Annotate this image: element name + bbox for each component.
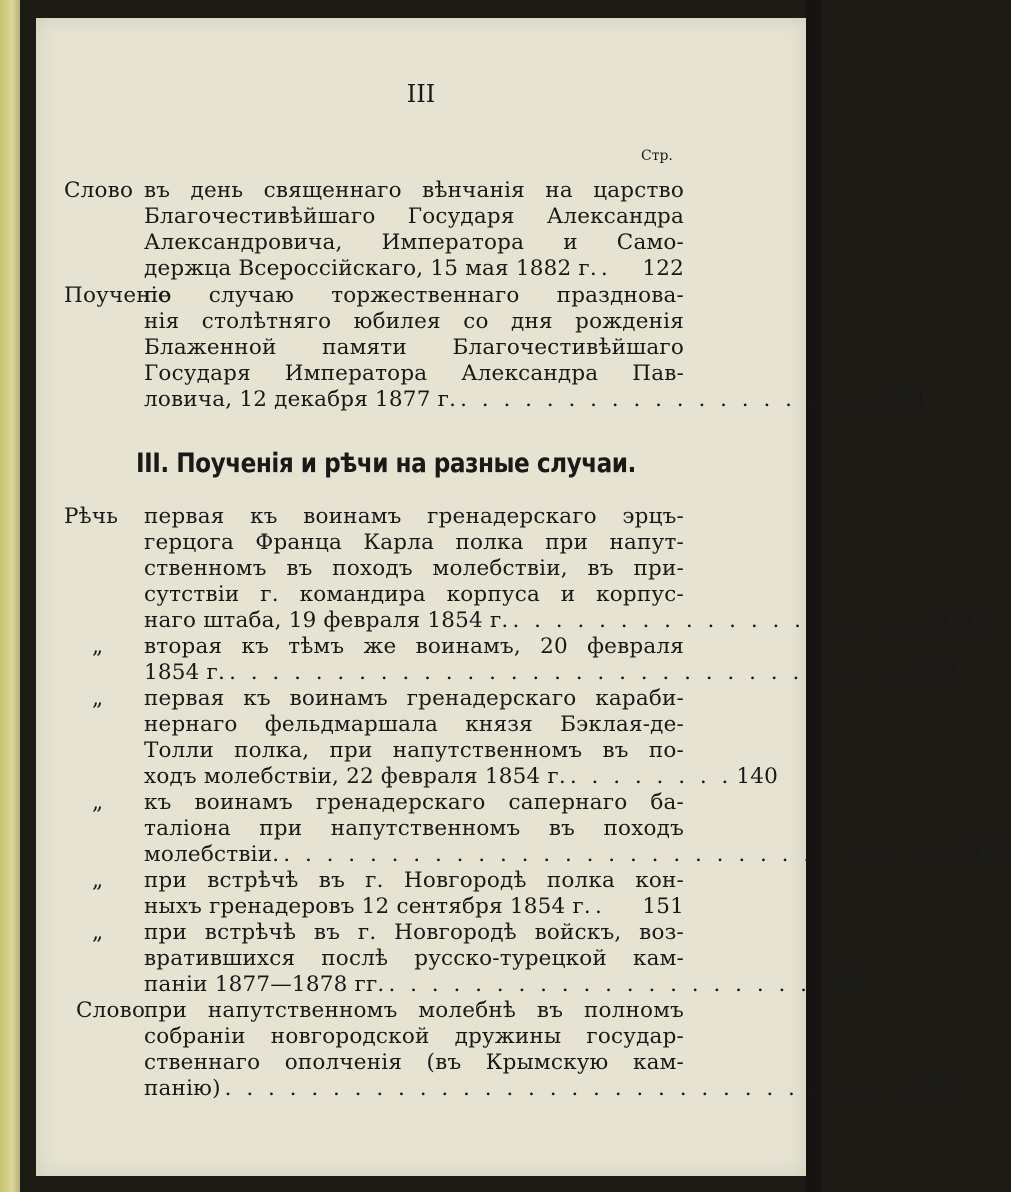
entry-line: ственномъ въ походъ молебствіи, въ при- <box>144 556 684 581</box>
entry-line: при напутственномъ молебнѣ въ полномъ <box>144 998 684 1023</box>
entry-last-line <box>144 1076 953 1102</box>
entry-line: Государя Императора Александра Пав- <box>144 361 684 386</box>
entry-page-number: 131 <box>886 387 929 412</box>
entry-last-line <box>144 608 981 634</box>
entry-line: наго штаба, 19 февраля 1854 г. <box>144 608 509 633</box>
entry-line: сутствіи г. командира корпуса и корпус- <box>144 582 684 607</box>
entry-line: первая къ воинамъ гренадерскаго караби- <box>144 686 684 711</box>
leader-dots: . . . . . . . . . . . . . . . . . . . . . . . . . . . . . . . . <box>229 660 912 685</box>
leader-dots: . . . . . . . . . . . . . . . . . . . . . . . . . . . . . . . . <box>224 1076 908 1101</box>
entry-line: нія столѣтняго юбилея со дня рожденія <box>144 309 684 334</box>
entry-line: 1854 г. <box>144 660 226 685</box>
entry-line: Блаженной памяти Благочестивѣйшаго <box>144 335 684 360</box>
page-number: III <box>406 80 436 108</box>
entry-page-number: 136 <box>939 608 981 633</box>
leader-dots: . . . . . . . . . . . . . . . . . . . . <box>512 608 936 633</box>
entry-last-line <box>144 660 958 686</box>
entry-line: первая къ воинамъ гренадерскаго эрцъ- <box>144 504 684 529</box>
leader-dots: . . . . . . . . . . . . . . . . . . . . <box>460 387 883 412</box>
entry-last-line <box>144 842 1011 868</box>
entry-page-number: 151 <box>642 894 684 919</box>
ditto-mark: „ <box>92 868 104 893</box>
page-column-label: Стр. <box>641 148 673 164</box>
entry-line: вторая къ тѣмъ же воинамъ, 20 февраля <box>144 634 684 659</box>
leader-dots: . <box>594 894 606 919</box>
entry-keyword: Слово <box>76 998 146 1023</box>
section-heading: III. Поученія и рѣчи на разные случаи. <box>136 448 636 479</box>
entry-line: ловича, 12 декабря 1877 г. <box>144 387 457 412</box>
entry-page-number: 145 <box>969 842 1011 867</box>
leader-dots: . <box>600 256 612 281</box>
entry-line: держца Всероссійскаго, 15 мая 1882 г. <box>144 256 597 281</box>
entry-line: Толли полка, при напутственномъ въ по- <box>144 738 684 763</box>
entry-page-number: 138 <box>915 660 958 685</box>
entry-keyword: Поученіе <box>64 283 171 308</box>
entry-page-number: 122 <box>642 256 684 281</box>
entry-line: таліона при напутственномъ въ походъ <box>144 816 684 841</box>
entry-page-number: 156 <box>911 1076 953 1101</box>
entry-line: ходъ молебствіи, 22 февраля 1854 г. <box>144 764 566 789</box>
entry-line: молебствіи. <box>144 842 280 867</box>
entry-line: при встрѣчѣ въ г. Новгородѣ войскъ, воз- <box>144 920 684 945</box>
entry-line: герцога Франца Карла полка при напут- <box>144 530 684 555</box>
entry-page-number: 154 <box>815 972 857 997</box>
leader-dots: . . . . . . . . . . . . . . . . . . . . <box>388 972 811 997</box>
entry-line: Благочестивѣйшаго Государя Александра <box>144 204 684 229</box>
entry-last-line <box>144 764 779 790</box>
book-spine <box>0 0 20 1192</box>
entry-last-line <box>144 256 684 282</box>
page-edge <box>806 0 821 1192</box>
entry-last-line <box>144 387 929 413</box>
entry-keyword: Слово <box>64 178 134 203</box>
entry-last-line <box>144 894 684 920</box>
book-page <box>36 18 1011 1176</box>
entry-line: при встрѣчѣ въ г. Новгородѣ полка кон- <box>144 868 684 893</box>
entry-line: къ воинамъ гренадерскаго сапернаго ба- <box>144 790 684 815</box>
entry-line: въ день священнаго вѣнчанія на царство <box>144 178 684 203</box>
entry-line: паніи 1877—1878 гг. <box>144 972 385 997</box>
entry-line: ственнаго ополченія (въ Крымскую кам- <box>144 1050 684 1075</box>
entry-keyword: Рѣчь <box>64 504 119 529</box>
leader-dots: . . . . . . . . . . . . . . . . . . . . . . . . . . . . . . . . <box>283 842 966 867</box>
ditto-mark: „ <box>92 686 104 711</box>
ditto-mark: „ <box>92 634 104 659</box>
ditto-mark: „ <box>92 920 104 945</box>
entry-page-number: 140 <box>736 764 779 789</box>
entry-line: нернаго фельдмаршала князя Бэклая-де- <box>144 712 684 737</box>
entry-line: панію) <box>144 1076 221 1101</box>
entry-line: вратившихся послѣ русско-турецкой кам- <box>144 946 684 971</box>
entry-line: ныхъ гренадеровъ 12 сентября 1854 г. <box>144 894 591 919</box>
leader-dots: . . . . . . . . <box>569 764 733 789</box>
entry-line: по случаю торжественнаго празднова- <box>144 283 684 308</box>
entry-line: Александровича, Императора и Само- <box>144 230 684 255</box>
ditto-mark: „ <box>92 790 104 815</box>
entry-last-line <box>144 972 857 998</box>
entry-line: собраніи новгородской дружины государ- <box>144 1024 684 1049</box>
